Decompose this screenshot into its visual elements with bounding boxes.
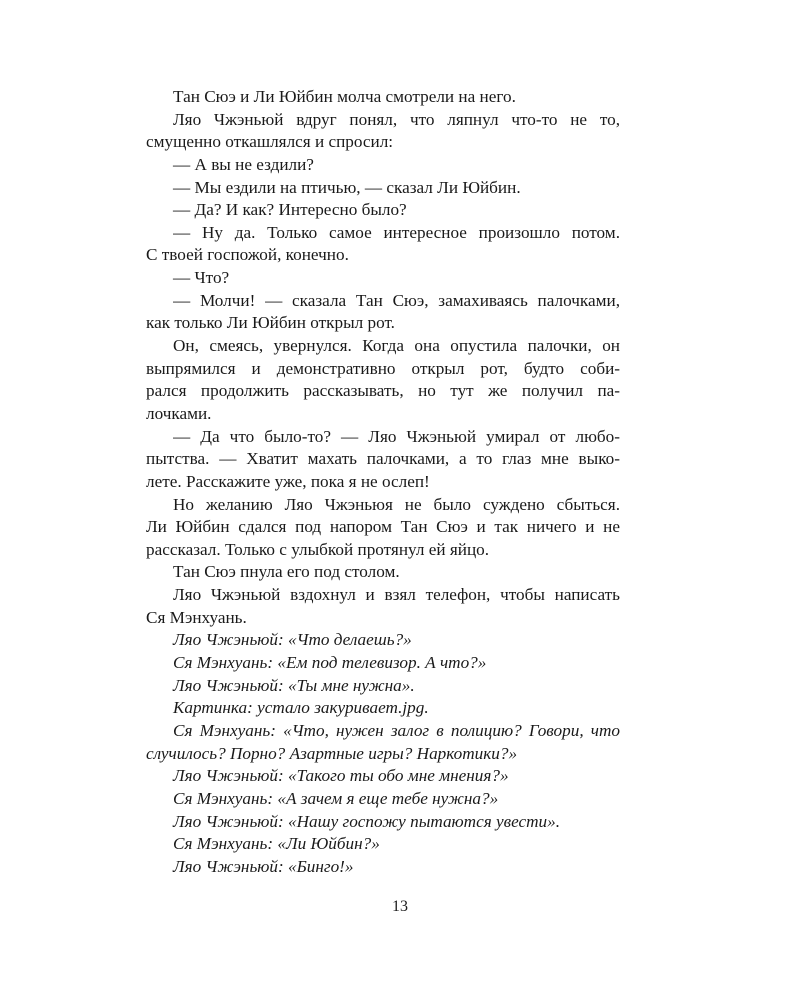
text-line: Ляо Чжэньюй: «Ты мне нужна». (173, 675, 415, 695)
text-line: Ляо Чжэньюй: «Нашу госпожу пытаются увести». (173, 811, 561, 831)
text-line: — Ну да. Только самое интересное произошло потом. (173, 222, 620, 242)
text-line: Ся Мэнхуань: «А зачем я еще тебе нужна?» (173, 788, 499, 808)
text-line: — Да что было-то? — Ляо Чжэньюй умирал от любо- (173, 426, 620, 446)
text-line: Ляо Чжэньюй: «Бинго!» (173, 856, 354, 876)
text-line: Ся Мэнхуань: «Что, нужен залог в полицию? Говори, что (173, 720, 620, 740)
text-line: случилось? Порно? Азартные игры? Наркотики?» (146, 743, 518, 763)
text-line: — Мы ездили на птичью, — сказал Ли Юйбин. (173, 177, 521, 197)
text-line: — Молчи! — сказала Тан Сюэ, замахиваясь палочками, (173, 290, 620, 310)
text-line: Ся Мэнхуань: «Ем под телевизор. А что?» (173, 653, 487, 673)
text-line: Но желанию Ляо Чжэньюя не было суждено сбыться. (173, 494, 620, 514)
text-line: Ся Мэнхуань: «Ли Юйбин?» (173, 834, 380, 854)
page-body (146, 86, 620, 878)
text-line: Картинка: устало закуривает.jpg. (173, 698, 429, 718)
text-line: С твоей госпожой, конечно. (146, 245, 349, 265)
text-line: Ляо Чжэньюй вздохнул и взял телефон, чтобы написать (173, 585, 620, 605)
page-number: 13 (392, 898, 408, 915)
text-line: — Что? (173, 268, 230, 288)
text-line: Он, смеясь, увернулся. Когда она опустила палочки, он (173, 336, 620, 356)
text-line: Тан Сюэ и Ли Юйбин молча смотрели на него. (173, 87, 516, 106)
text-line: Ся Мэнхуань. (146, 607, 247, 627)
text-line: рался продолжить рассказывать, но тут же получил па- (146, 381, 620, 401)
text-line: Ляо Чжэньюй: «Такого ты обо мне мнения?» (173, 766, 509, 786)
text-line: лочками. (146, 403, 212, 423)
text-line: Тан Сюэ пнула его под столом. (173, 562, 400, 582)
text-line: лете. Расскажите уже, пока я не ослеп! (146, 471, 430, 491)
text-line: рассказал. Только с улыбкой протянул ей яйцо. (146, 539, 490, 559)
text-line: как только Ли Юйбин открыл рот. (146, 313, 395, 333)
text-line: Ли Юйбин сдался под напором Тан Сюэ и так ничего и не (146, 517, 620, 537)
text-line: — А вы не ездили? (173, 154, 314, 174)
text-line: выпрямился и демонстративно открыл рот, будто соби- (146, 358, 620, 378)
text-line: — Да? И как? Интересно было? (173, 200, 407, 220)
text-line: пытства. — Хватит махать палочками, а то глаз мне выко- (146, 449, 620, 469)
text-line: Ляо Чжэньюй вдруг понял, что ляпнул что-то не то, (173, 109, 620, 129)
text-line: смущенно откашлялся и спросил: (146, 132, 394, 152)
text-line: Ляо Чжэньюй: «Что делаешь?» (173, 630, 412, 650)
